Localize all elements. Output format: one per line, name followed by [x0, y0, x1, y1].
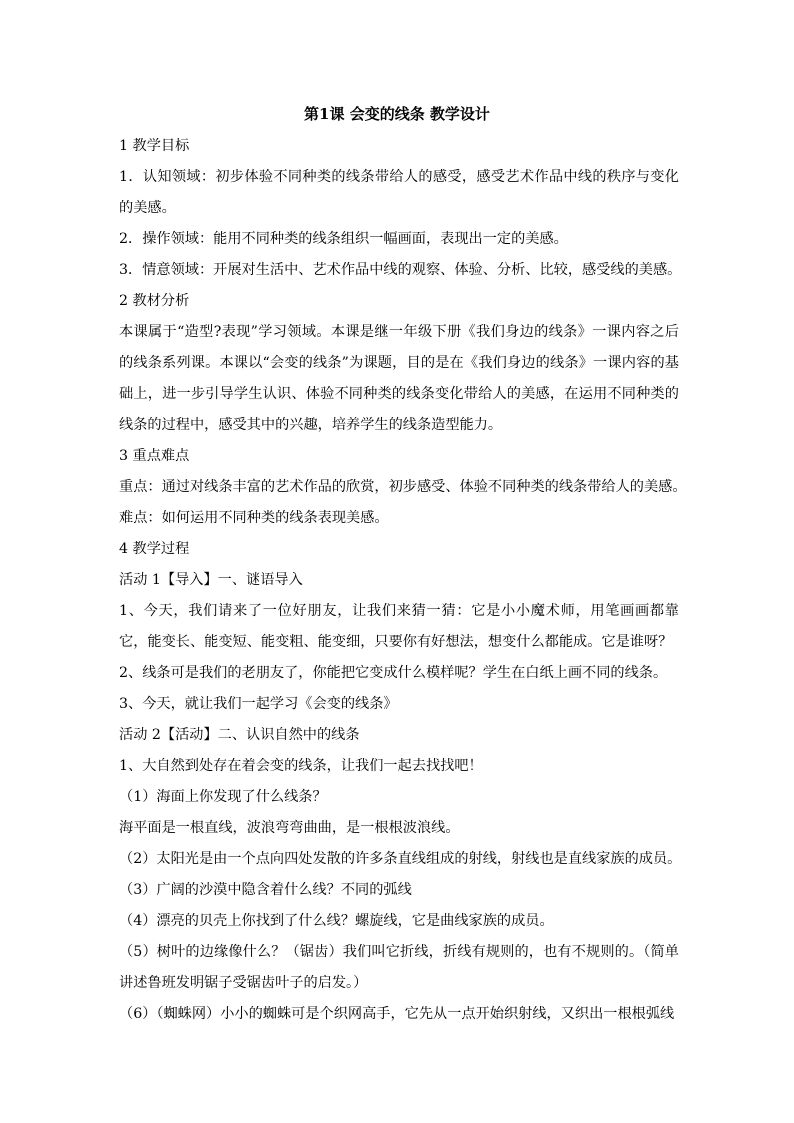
paragraph: 难点：如何运用不同种类的线条表现美感。 [119, 510, 389, 526]
paragraph: 重点：通过对线条丰富的艺术作品的欣赏，初步感受、体验不同种类的线条带给人的美感。 [119, 479, 687, 495]
paragraph: 2、线条可是我们的老朋友了，你能把它变成什么模样呢？学生在白纸上画不同的线条。 [119, 665, 668, 681]
paragraph: （3）广阔的沙漠中隐含着什么线？不同的弧线 [119, 882, 412, 898]
paragraph: 2．操作领域：能用不同种类的线条组织一幅画面，表现出一定的美感。 [119, 231, 568, 247]
paragraph: 海平面是一根直线，波浪弯弯曲曲，是一根根波浪线。 [119, 820, 460, 836]
paragraph: 1 教学目标 [119, 138, 190, 154]
paragraph: （2）太阳光是由一个点向四处发散的许多条直线组成的射线，射线也是直线家族的成员。 [119, 851, 682, 867]
paragraph: （4）漂亮的贝壳上你找到了什么线？螺旋线，它是曲线家族的成员。 [119, 913, 554, 929]
document-body [119, 131, 687, 1030]
paragraph: 2 教材分析 [119, 293, 190, 309]
paragraph: 1．认知领域：初步体验不同种类的线条带给人的感受，感受艺术作品中线的秩序与变化的美感。 [119, 169, 679, 216]
paragraph: 活动 1【导入】一、谜语导入 [119, 572, 303, 588]
paragraph: （5）树叶的边缘像什么？（锯齿）我们叫它折线，折线有规则的，也有不规则的。（简单讲述鲁班发明锯子受锯齿叶子的启发。） [119, 944, 679, 991]
paragraph: 3．情意领域：开展对生活中、艺术作品中线的观察、体验、分析、比较，感受线的美感。 [119, 262, 682, 278]
paragraph: 1、大自然到处存在着会变的线条，让我们一起去找找吧！ [119, 758, 483, 774]
paragraph: （1）海面上你发现了什么线条？ [119, 789, 327, 805]
document-title: 第1课 会变的线条 教学设计 [304, 105, 490, 123]
paragraph: （6）（蜘蛛网）小小的蜘蛛可是个织网高手，它先从一点开始织射线，又织出一根根弧线 [119, 1006, 675, 1022]
paragraph: 3 重点难点 [119, 448, 190, 464]
paragraph: 本课属于“造型?表现”学习领域。本课是继一年级下册《我们身边的线条》一课内容之后的线条系列课。本课以“会变的线条”为课题，目的是在《我们身边的线条》一课内容的基础上，进一步引导学生认识、体验不同种类的线条变化带给人的美感，在运用不同种类的线条的过程中，感受其中的兴趣，培养学生的线条造型能力。 [119, 324, 679, 433]
paragraph: 4 教学过程 [119, 541, 190, 557]
paragraph: 3、今天，就让我们一起学习《会变的线条》 [119, 696, 398, 712]
paragraph: 活动 2【活动】二、认识自然中的线条 [119, 727, 360, 743]
paragraph: 1、今天，我们请来了一位好朋友，让我们来猜一猜：它是小小魔术师，用笔画画都靠它，能变长、能变短、能变粗、能变细，只要你有好想法，想变什么都能成。它是谁呀？ [119, 603, 679, 650]
